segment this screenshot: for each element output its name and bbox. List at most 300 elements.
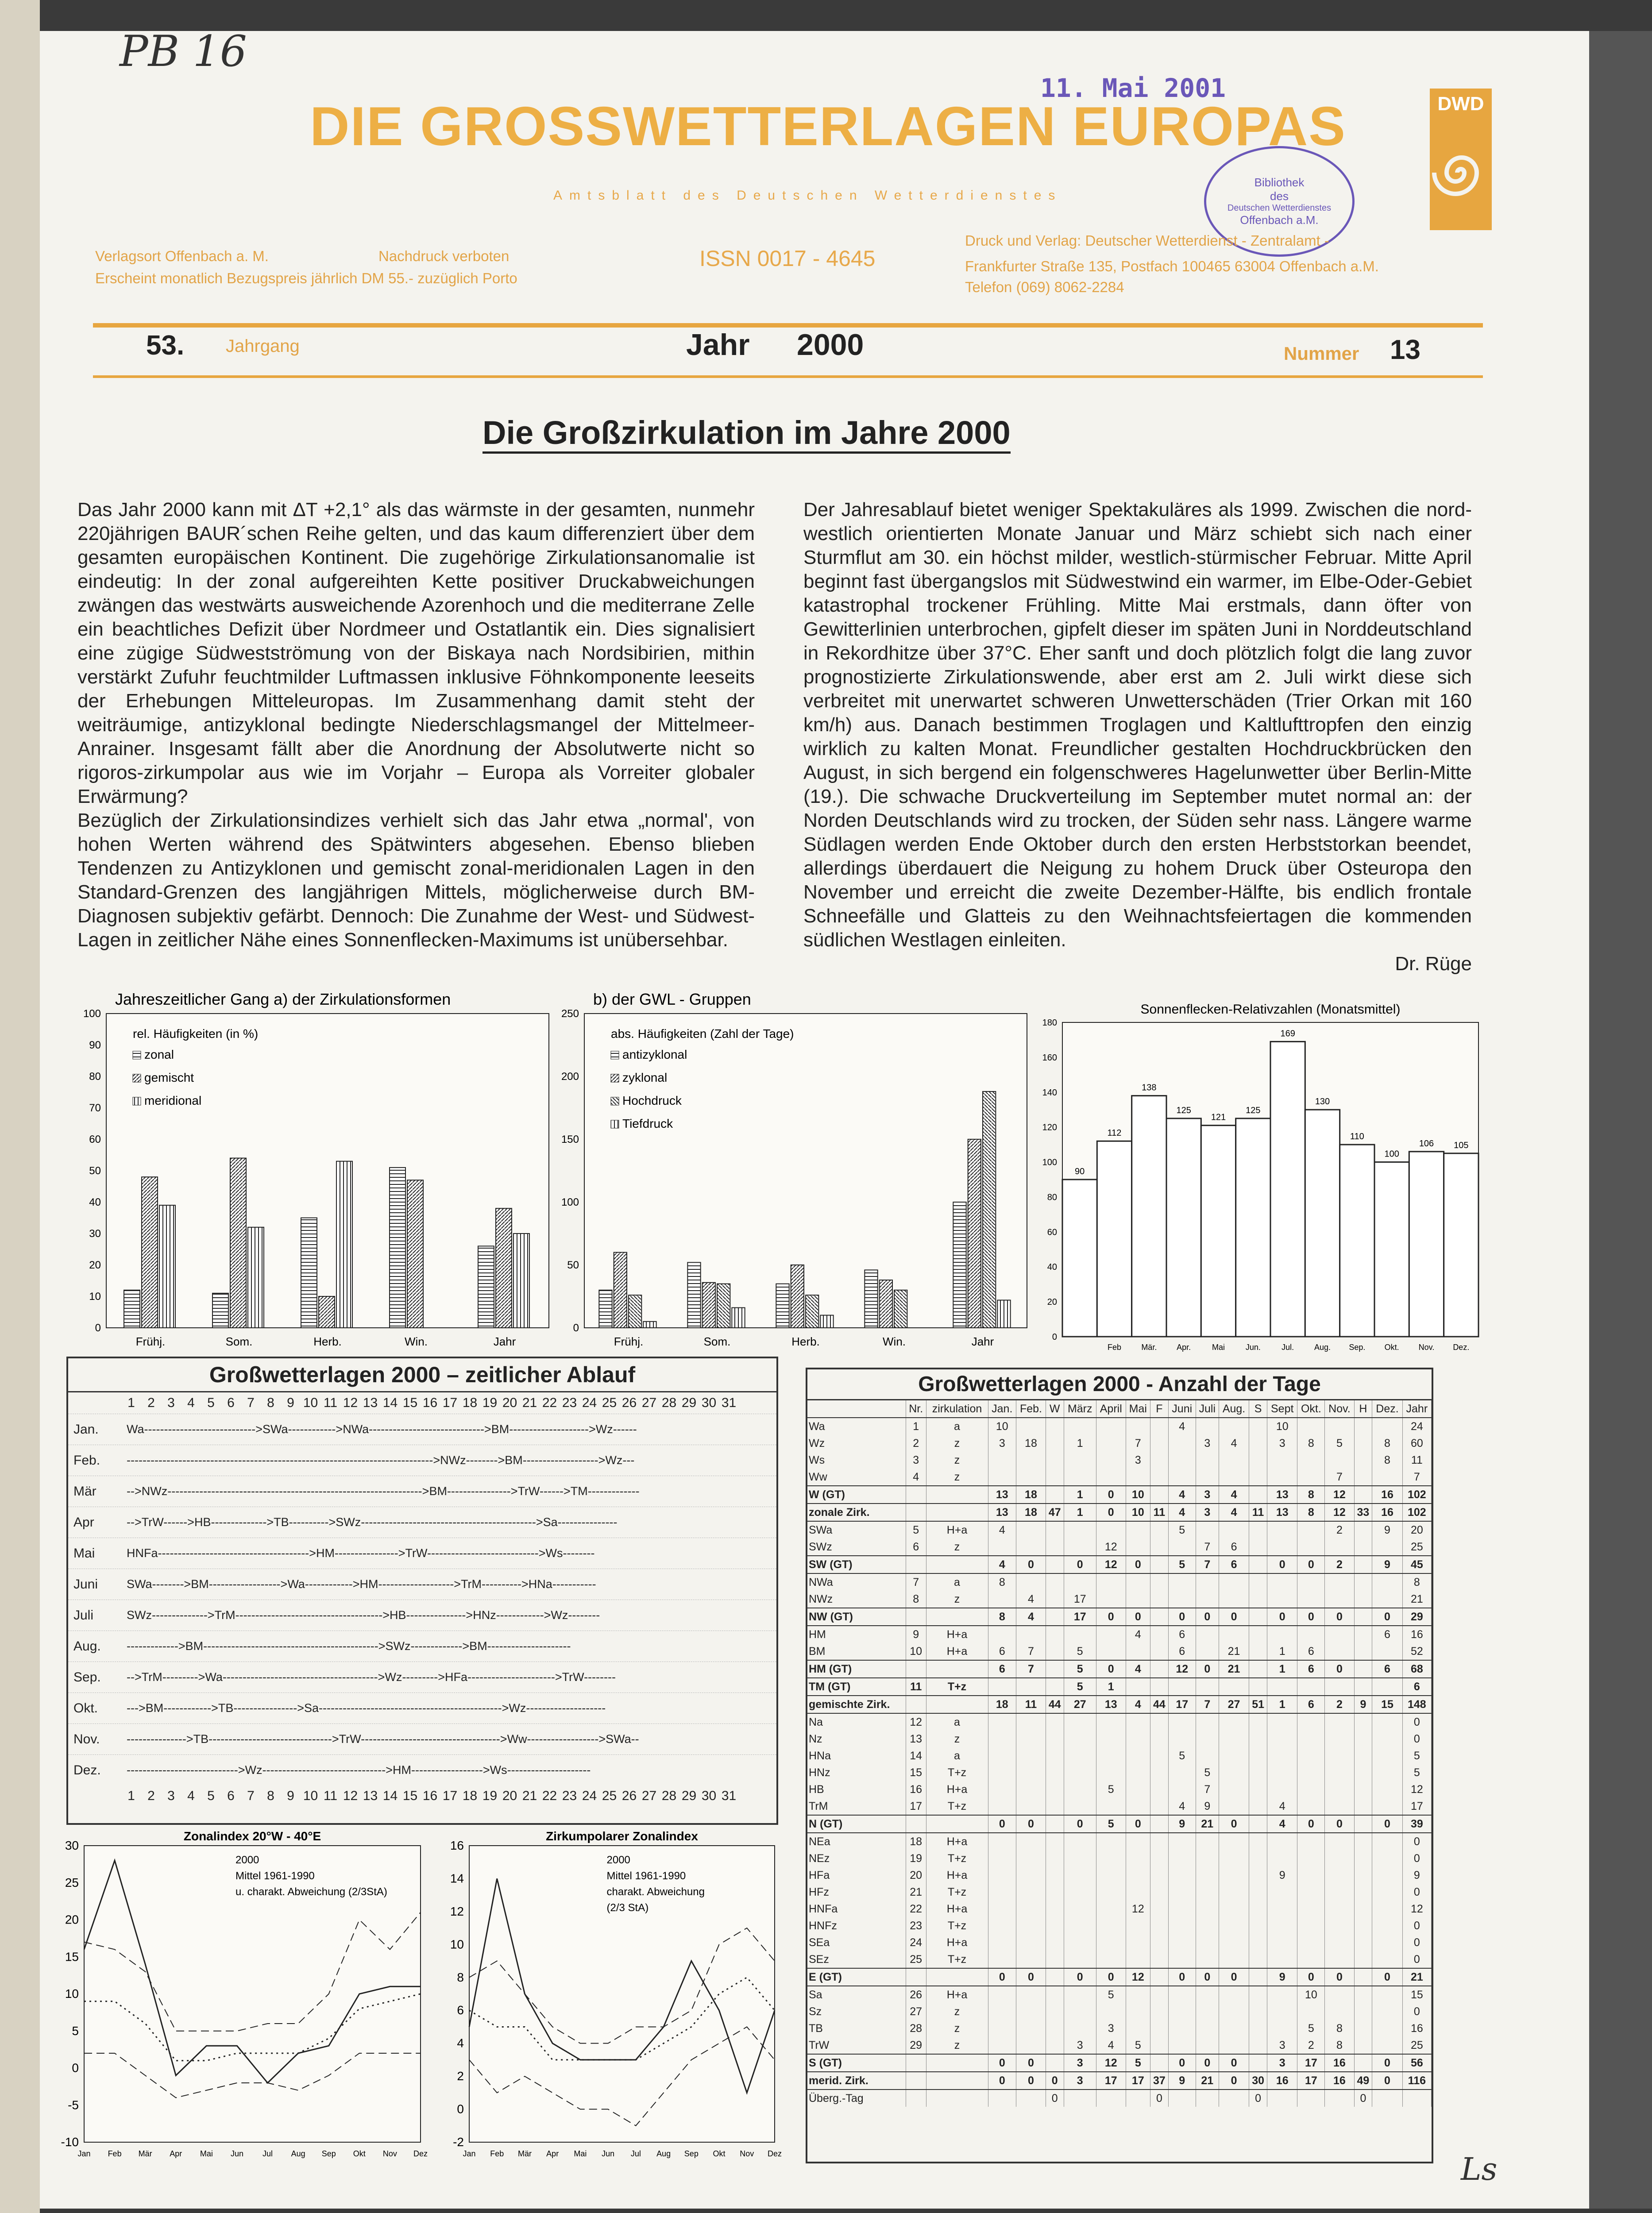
x-tick-label: Sep. [1349, 1343, 1366, 1352]
day-number: 1 [127, 1789, 135, 1803]
y-tick-label: 100 [561, 1196, 579, 1208]
table-cell [1126, 1747, 1150, 1764]
table-cell [1150, 1678, 1169, 1696]
table-cell [1096, 1951, 1126, 1968]
bar-Tiefdruck [643, 1322, 656, 1328]
day-number-row [121, 1392, 776, 1414]
table-cell: 0 [1219, 1968, 1249, 1986]
table-cell [1297, 1678, 1325, 1696]
column-header: Juli [1196, 1400, 1219, 1418]
day-number: 3 [167, 1396, 175, 1410]
table-cell [906, 2072, 926, 2090]
table-cell [1046, 1608, 1064, 1626]
table-cell [1219, 2003, 1249, 2020]
table-cell [1064, 1934, 1096, 1951]
table-cell [1267, 1731, 1297, 1747]
x-tick-label: Okt. [1384, 1343, 1399, 1352]
table-cell [1325, 1781, 1354, 1798]
table-cell [1354, 1591, 1372, 1608]
table-cell: H+a [926, 1867, 988, 1884]
table-cell [906, 1696, 926, 1713]
legend-swatch [611, 1051, 619, 1059]
table-cell [926, 1815, 988, 1833]
table-cell: 11 [1016, 1696, 1046, 1713]
y-axis-label: rel. Häufigkeiten (in %) [133, 1027, 259, 1041]
day-number: 16 [422, 1789, 438, 1803]
table-cell: 6 [1168, 1626, 1196, 1643]
x-tick-label: Dez. [1453, 1343, 1470, 1352]
table-cell: 18 [1016, 1504, 1046, 1521]
bar-antizyklonal [687, 1262, 700, 1328]
table-cell: 1 [1267, 1696, 1297, 1713]
table-cell [906, 1608, 926, 1626]
table-cell [926, 2054, 988, 2072]
table-cell [988, 1867, 1016, 1884]
issn: ISSN 0017 - 4645 [699, 246, 876, 271]
table-cell [1372, 2037, 1402, 2054]
table-cell [1372, 2003, 1402, 2020]
table-cell [1064, 1986, 1096, 2003]
table-cell [1150, 1917, 1169, 1934]
x-tick-label: Mai [574, 2149, 587, 2158]
table-cell [1150, 1968, 1169, 1986]
table-cell [1267, 2003, 1297, 2020]
table-cell: 18 [1016, 1435, 1046, 1452]
column-header: H [1354, 1400, 1372, 1418]
table-cell [1096, 1469, 1126, 1486]
x-tick-label: Mai [200, 2149, 213, 2158]
table-cell [1126, 1469, 1150, 1486]
table-cell: 28 [906, 2020, 926, 2037]
table-cell: 0 [1219, 2054, 1249, 2072]
column-header: Sept [1267, 1400, 1297, 1418]
day-number: 31 [721, 1396, 737, 1410]
day-number: 14 [382, 1396, 398, 1410]
table-cell: 13 [1096, 1696, 1126, 1713]
table-cell [1016, 1867, 1046, 1884]
table-cell [1267, 1591, 1297, 1608]
x-tick-label: Jun [230, 2149, 243, 2158]
table-cell [1046, 1747, 1064, 1764]
table-cell [1267, 1986, 1297, 2003]
table-cell: 21 [1219, 1660, 1249, 1678]
table-cell: 3 [1196, 1504, 1219, 1521]
table-cell: 3 [1267, 2054, 1297, 2072]
table-cell [988, 1884, 1016, 1901]
table-cell: TrW [807, 2037, 906, 2054]
table-cell: 10 [1267, 1418, 1297, 1435]
table-cell [1150, 1731, 1169, 1747]
table-cell [1150, 1556, 1169, 1573]
day-number: 23 [562, 1789, 577, 1803]
table-cell [1297, 1867, 1325, 1884]
table-cell: 6 [1372, 1626, 1402, 1643]
table-cell: 26 [906, 1986, 926, 2003]
sunspot-bar [1374, 1162, 1409, 1337]
table-cell: 21 [1196, 1815, 1219, 1833]
table-cell [1150, 1591, 1169, 1608]
table-cell [1249, 2037, 1267, 2054]
table-cell [1219, 1951, 1249, 1968]
column-header: April [1096, 1400, 1126, 1418]
table-cell [1196, 2037, 1219, 2054]
table-cell: 7 [1325, 1469, 1354, 1486]
table-cell: 0 [1126, 1815, 1150, 1833]
bar-meridional [336, 1161, 352, 1328]
y-tick-label: 20 [1047, 1297, 1057, 1307]
table-row [807, 1713, 1432, 1731]
table-cell [1046, 1833, 1064, 1850]
table-cell [1150, 1781, 1169, 1798]
table-cell [1267, 1626, 1297, 1643]
table-cell [1016, 1850, 1046, 1867]
x-tick-label: Jun. [1245, 1343, 1261, 1352]
table-cell: 21 [1402, 1591, 1431, 1608]
table-cell [988, 1850, 1016, 1867]
legend-swatch [611, 1097, 619, 1105]
table-cell [1219, 1764, 1249, 1781]
month-label: Apr [73, 1515, 94, 1530]
table-cell: 7 [906, 1573, 926, 1591]
chart-title: b) der GWL - Gruppen [593, 991, 751, 1008]
table-cell: 8 [1297, 1504, 1325, 1521]
table-cell: 19 [906, 1850, 926, 1867]
table-cell [1297, 1418, 1325, 1435]
table-cell [1064, 1418, 1096, 1435]
table-cell: H+a [926, 1986, 988, 2003]
day-number: 17 [442, 1789, 458, 1803]
table-cell [1150, 1538, 1169, 1556]
x-tick-label: Sep [684, 2149, 699, 2158]
data-label: 90 [1075, 1167, 1085, 1176]
y-tick-label: 90 [89, 1039, 101, 1051]
table-cell [1150, 1643, 1169, 1660]
table-cell [1046, 1538, 1064, 1556]
table-cell: 0 [1168, 2054, 1196, 2072]
timeline-row [68, 1693, 776, 1723]
table-cell: H+a [926, 1626, 988, 1643]
table-cell [1064, 2090, 1096, 2107]
table-cell: 6 [1219, 1538, 1249, 1556]
y-tick-label: 4 [457, 2036, 464, 2050]
table-cell: SEa [807, 1934, 906, 1951]
dwd-logo-text: DWD [1437, 93, 1484, 115]
table-cell [1016, 1747, 1046, 1764]
day-number: 27 [641, 1396, 657, 1410]
y-axis-label: abs. Häufigkeiten (Zahl der Tage) [611, 1027, 794, 1041]
table-cell [1168, 1833, 1196, 1850]
table-cell [1046, 1986, 1064, 2003]
table-cell [1150, 1747, 1169, 1764]
table-cell [1249, 1678, 1267, 1696]
weather-sequence: SWz-------------->TrM------------------------------------->HB--------------->HNz------------>Wz-------- [127, 1608, 600, 1622]
table-cell [1064, 1713, 1096, 1731]
table-cell [1249, 1781, 1267, 1798]
bar-gemischt [496, 1208, 512, 1328]
table-cell: z [926, 1469, 988, 1486]
table-cell [1354, 1731, 1372, 1747]
bar-antizyklonal [865, 1270, 877, 1328]
table-cell: 9 [1372, 1556, 1402, 1573]
table-cell: 0 [1402, 1850, 1431, 1867]
table-cell [1267, 1884, 1297, 1901]
table-cell [1016, 1626, 1046, 1643]
x-tick-label: Aug [291, 2149, 305, 2158]
table-cell [1297, 1626, 1325, 1643]
day-number: 14 [382, 1789, 398, 1803]
month-label: Nov. [73, 1731, 100, 1746]
table-cell: 44 [1150, 1696, 1169, 1713]
table-cell [1325, 1452, 1354, 1469]
day-number: 3 [167, 1789, 175, 1803]
table-cell [906, 2054, 926, 2072]
table-cell: 102 [1402, 1486, 1431, 1504]
table-cell [1046, 1418, 1064, 1435]
sunspot-bar [1305, 1110, 1339, 1337]
table-cell: 5 [1096, 1781, 1126, 1798]
table-cell: 17 [1126, 2072, 1150, 2090]
table-cell [1096, 1934, 1126, 1951]
weather-sequence: Wa---------------------------->SWa------------>NWa----------------------------->BM-------------------->Wz------ [127, 1423, 637, 1436]
table-cell [1064, 1917, 1096, 1934]
table-cell [1046, 1486, 1064, 1504]
table-cell [1126, 2090, 1150, 2107]
table-cell [906, 1556, 926, 1573]
day-number: 1 [127, 1396, 135, 1410]
table-cell [1297, 1833, 1325, 1850]
publisher-line-2: Frankfurter Straße 135, Postfach 100465 63004 Offenbach a.M. [965, 258, 1379, 274]
table-cell [926, 1696, 988, 1713]
column-header: Mai [1126, 1400, 1150, 1418]
table-cell [1325, 1884, 1354, 1901]
table-cell [1196, 1469, 1219, 1486]
reprint-note: Nachdruck verboten [378, 248, 509, 264]
article-headline: Die Großzirkulation im Jahre 2000 [482, 414, 1011, 454]
table-cell [1196, 1643, 1219, 1660]
table-cell [1354, 1713, 1372, 1731]
data-label: 169 [1280, 1029, 1295, 1039]
table-cell [988, 1781, 1016, 1798]
day-number: 25 [602, 1396, 617, 1410]
table-cell [1096, 1731, 1126, 1747]
page-edge [1589, 31, 1652, 2209]
table-cell: 3 [906, 1452, 926, 1469]
table-cell: 0 [1402, 1713, 1431, 1731]
table-cell [1267, 1713, 1297, 1731]
table-cell: 5 [1402, 1764, 1431, 1781]
day-number: 19 [482, 1396, 498, 1410]
column-header: Feb. [1016, 1400, 1046, 1418]
table-cell: 5 [1402, 1747, 1431, 1764]
x-tick-label: Sep [321, 2149, 336, 2158]
table-cell [1297, 1764, 1325, 1781]
legend-label: zyklonal [622, 1071, 668, 1084]
table-cell: 0 [1219, 1815, 1249, 1833]
day-number: 6 [227, 1789, 235, 1803]
table-cell: 0 [1196, 1968, 1219, 1986]
table-cell: 6 [1168, 1643, 1196, 1660]
stamp-line: Bibliothek [1254, 176, 1305, 189]
table-cell [1168, 1901, 1196, 1917]
table-cell [1267, 1917, 1297, 1934]
table-cell: 11 [1402, 1452, 1431, 1469]
table-cell [1297, 1951, 1325, 1968]
timeline-box [66, 1357, 778, 1825]
table-cell: 0 [1168, 1968, 1196, 1986]
table-cell: 0 [1219, 1608, 1249, 1626]
table-cell: 5 [906, 1521, 926, 1538]
dwd-logo [1430, 89, 1492, 230]
table-cell [1064, 1833, 1096, 1850]
table-cell [1126, 1781, 1150, 1798]
table-cell: 8 [1372, 1435, 1402, 1452]
x-tick-label: Okt [353, 2149, 366, 2158]
table-cell: 18 [988, 1696, 1016, 1713]
table-row [807, 1573, 1432, 1591]
y-tick-label: 200 [561, 1071, 579, 1083]
sunspot-bar [1062, 1180, 1097, 1337]
table-cell: 6 [1297, 1696, 1325, 1713]
table-cell [988, 1626, 1016, 1643]
table-cell: 13 [1267, 1504, 1297, 1521]
table-cell [1219, 2020, 1249, 2037]
timeline-row [68, 1754, 776, 1785]
column-header: Juni [1168, 1400, 1196, 1418]
table-cell [1354, 2054, 1372, 2072]
table-cell: 33 [1354, 1504, 1372, 1521]
month-label: Jan. [73, 1422, 99, 1437]
table-cell: 0 [1126, 1608, 1150, 1626]
table-cell [1354, 1418, 1372, 1435]
table-cell: 0 [1402, 1917, 1431, 1934]
table-cell: 4 [1219, 1486, 1249, 1504]
table-row [807, 1884, 1432, 1901]
weather-sequence: HNFa-------------------------------------->HM---------------->TrW---------------------------->Ws-------- [127, 1546, 595, 1560]
y-tick-label: 14 [450, 1871, 464, 1885]
day-number: 15 [402, 1396, 418, 1410]
table-cell [1354, 1867, 1372, 1884]
table-cell [926, 2072, 988, 2090]
table-cell [1297, 1538, 1325, 1556]
x-tick-label: Som. [225, 1335, 253, 1348]
table-cell: T+z [926, 1764, 988, 1781]
table-cell [1219, 1418, 1249, 1435]
table-cell: 29 [906, 2037, 926, 2054]
table-cell [1046, 1469, 1064, 1486]
table-cell [1249, 1951, 1267, 1968]
table-cell: 2 [1325, 1696, 1354, 1713]
bar-Tiefdruck [997, 1300, 1010, 1328]
day-number: 13 [363, 1396, 378, 1410]
table-cell [1046, 1731, 1064, 1747]
table-cell [1267, 1850, 1297, 1867]
y-tick-label: 0 [95, 1322, 101, 1334]
y-tick-label: 150 [561, 1133, 579, 1145]
data-label: 138 [1142, 1083, 1157, 1093]
table-cell: 0 [1096, 1608, 1126, 1626]
table-cell [1249, 1747, 1267, 1764]
y-tick-label: -5 [68, 2098, 79, 2112]
table-cell: 17 [906, 1798, 926, 1815]
table-cell [988, 2090, 1016, 2107]
table-cell: T+z [926, 1798, 988, 1815]
table-cell: 15 [906, 1764, 926, 1781]
table-cell [1354, 1452, 1372, 1469]
table-cell [1196, 1731, 1219, 1747]
table-cell [1016, 1521, 1046, 1538]
zonal-index-chart [44, 1824, 434, 2164]
table-cell: 0 [1096, 1968, 1126, 1986]
table-cell: Überg.-Tag [807, 2090, 906, 2107]
table-cell [1016, 1452, 1046, 1469]
table-cell: 6 [1297, 1660, 1325, 1678]
table-cell [1354, 1833, 1372, 1850]
table-row [807, 1747, 1432, 1764]
table-cell [1219, 1850, 1249, 1867]
day-number: 8 [267, 1789, 274, 1803]
table-cell: 0 [1325, 1815, 1354, 1833]
table-cell: 5 [1325, 1435, 1354, 1452]
table-cell: 5 [1168, 1521, 1196, 1538]
table-row [807, 1901, 1432, 1917]
table-cell [1150, 2054, 1169, 2072]
legend-swatch [133, 1051, 141, 1059]
table-cell: NWz [807, 1591, 906, 1608]
table-cell [906, 2090, 926, 2107]
table-cell [1372, 1833, 1402, 1850]
table-cell: 9 [1168, 1815, 1196, 1833]
table-cell: 0 [1372, 1968, 1402, 1986]
table-cell: N (GT) [807, 1815, 906, 1833]
table-cell [1354, 1934, 1372, 1951]
table-cell [1249, 1591, 1267, 1608]
table-cell: 52 [1402, 1643, 1431, 1660]
table-cell: HB [807, 1781, 906, 1798]
table-cell [1325, 1713, 1354, 1731]
data-label: 125 [1176, 1105, 1191, 1115]
day-number: 4 [187, 1789, 195, 1803]
stamp-line: Deutschen Wetterdienstes [1227, 203, 1332, 213]
binder-strip [0, 0, 40, 2213]
table-cell [1297, 1901, 1325, 1917]
bar-gemischt [230, 1158, 246, 1328]
masthead-subtitle: Amtsblatt des Deutschen Wetterdienstes [553, 188, 1062, 203]
weather-sequence: ------------->BM-------------------------------------------->SWz------------->BM--------------------- [127, 1639, 571, 1653]
table-cell [1372, 1986, 1402, 2003]
table-cell [1325, 1917, 1354, 1934]
table-cell: 25 [1402, 2037, 1431, 2054]
table-row [807, 1486, 1432, 1504]
table-cell: 0 [1372, 1608, 1402, 1626]
table-cell: 4 [1168, 1418, 1196, 1435]
table-row [807, 1521, 1432, 1538]
table-cell [1249, 1764, 1267, 1781]
x-tick-label: Mär. [1141, 1343, 1157, 1352]
table-cell: Ww [807, 1469, 906, 1486]
table-cell [1016, 1781, 1046, 1798]
table-cell [1064, 2020, 1096, 2037]
table-cell [1267, 1764, 1297, 1781]
table-cell [1297, 1917, 1325, 1934]
table-cell [1196, 1678, 1219, 1696]
table-cell [1325, 1626, 1354, 1643]
table-cell: 0 [1096, 1486, 1126, 1504]
table-cell: 5 [1168, 1747, 1196, 1764]
column-header: Aug. [1219, 1400, 1249, 1418]
table-cell [1016, 1713, 1046, 1731]
table-cell [1196, 1833, 1219, 1850]
weather-sequence: ---------------------------->Wz------------------------------->HM------------------>Ws--------------------- [127, 1763, 591, 1777]
